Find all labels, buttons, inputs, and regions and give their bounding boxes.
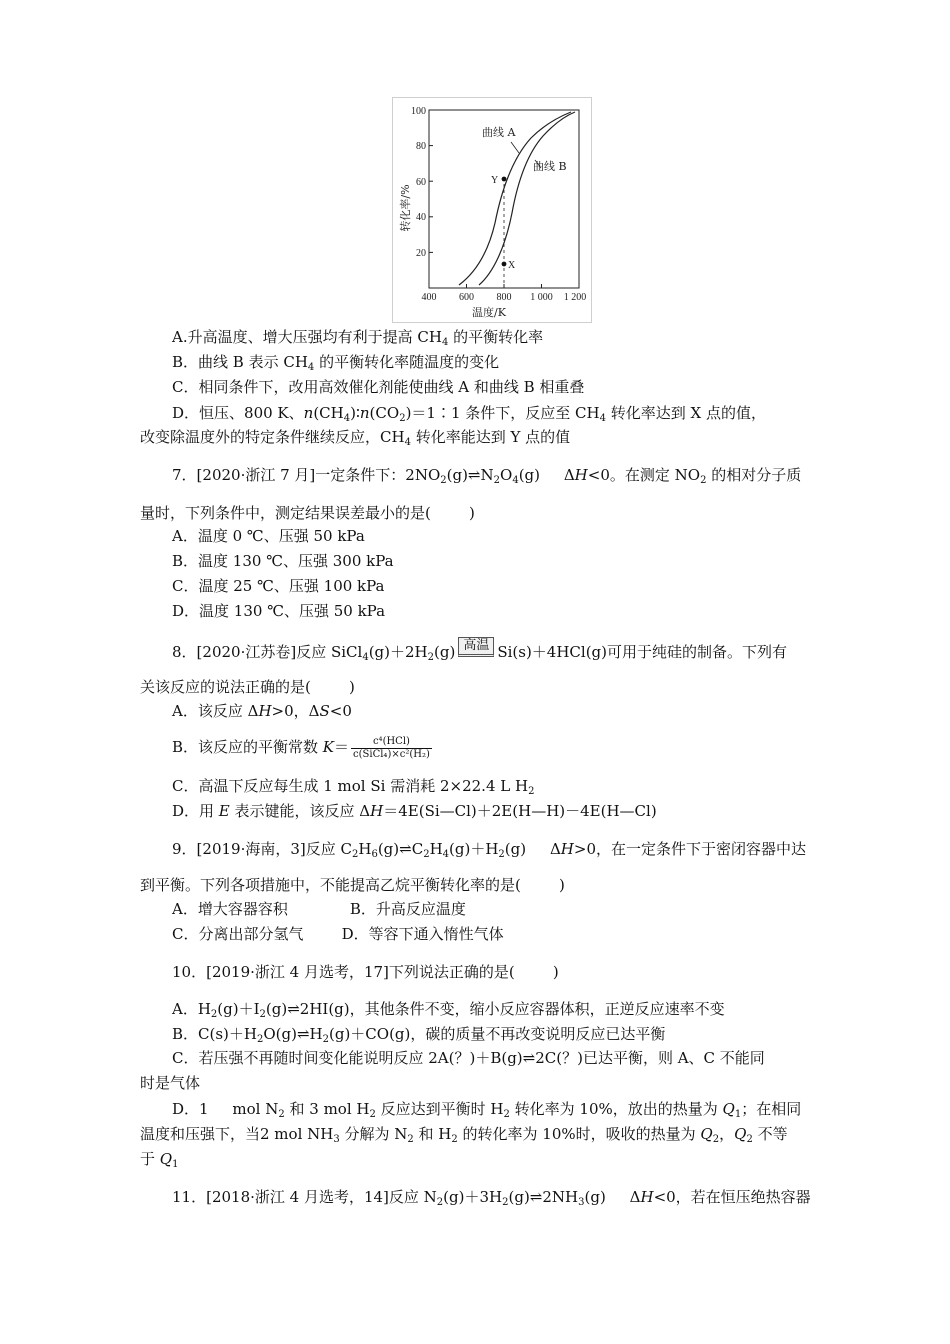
y-tick-100: 100 bbox=[411, 106, 426, 117]
q6-c-text: C．相同条件下，改用高效催化剂能使曲线 A 和曲线 B 相重叠 bbox=[172, 378, 585, 396]
q10-d2-s4: 2 bbox=[712, 1134, 720, 1145]
curve-a-label: 曲线 A bbox=[482, 126, 516, 139]
curve-b-label: 曲线 B bbox=[533, 160, 567, 173]
x-axis-label: 温度/K bbox=[472, 306, 506, 319]
q9-s4: 4 bbox=[442, 849, 450, 860]
q8-a-s: S bbox=[319, 702, 330, 720]
q10-option-c-line1: C．若压强不再随时间变化能说明反应 2A(？)＋B(g)⇌2C(？)已达平衡，则 A、C 不能同 bbox=[172, 1049, 765, 1067]
q6-option-b bbox=[172, 352, 499, 372]
q11-l1d: (g) Δ bbox=[584, 1188, 641, 1206]
q8-l1b: (g)＋2H bbox=[368, 643, 428, 661]
q10-d2-q1: Q bbox=[700, 1125, 713, 1143]
q8-b-eq: ＝ bbox=[334, 738, 350, 756]
q6-d2-text: 改变除温度外的特定条件继续反应，CH bbox=[140, 428, 405, 446]
conversion-temperature-figure bbox=[392, 97, 592, 323]
y-axis-label: 转化率/% bbox=[399, 184, 412, 232]
point-y-label: Y bbox=[491, 175, 499, 186]
q10-d2-q2: Q bbox=[734, 1125, 747, 1143]
q7-l1a: 7．[2020·浙江 7 月]一定条件下：2NO bbox=[172, 466, 441, 484]
y-tick-20: 20 bbox=[416, 248, 426, 259]
point-x-label: X bbox=[508, 260, 516, 271]
q11-l1c: (g)⇌2NH bbox=[508, 1188, 579, 1206]
q9-stem-line2: 到平衡。下列各项措施中，不能提高乙烷平衡转化率的是( ) bbox=[140, 876, 565, 894]
conversion-chart bbox=[393, 98, 591, 322]
q9-options-cd: C．分离出部分氢气 D．等容下通入惰性气体 bbox=[172, 925, 504, 943]
q8-stem-line1 bbox=[172, 638, 788, 665]
point-x bbox=[502, 262, 507, 267]
q6-b-sub: 4 bbox=[307, 362, 315, 373]
q10-d-s2: 2 bbox=[369, 1109, 376, 1120]
q6-d2-text2: 转化率能达到 Y 点的值 bbox=[410, 428, 571, 446]
q8-s2: 2 bbox=[427, 652, 434, 663]
y-tick-80: 80 bbox=[416, 141, 426, 152]
q8-d-e: E bbox=[218, 802, 230, 820]
q8-stem-line2: 关该反应的说法正确的是( ) bbox=[140, 678, 355, 696]
q10-d-3: 反应达到平衡时 H bbox=[375, 1100, 504, 1118]
q7-l1c: O bbox=[500, 466, 513, 484]
y-tick-40: 40 bbox=[416, 212, 426, 223]
q10-a-s1: 2 bbox=[210, 1009, 218, 1020]
q6-d-sub1: 4 bbox=[343, 413, 351, 424]
q10-d3-q: Q bbox=[159, 1150, 173, 1168]
q10-d2-5: ， bbox=[719, 1125, 735, 1143]
high-temperature-badge: 高温 bbox=[458, 637, 494, 657]
q7-l1f: 的相对分子质 bbox=[706, 466, 802, 484]
q7-s3: 4 bbox=[512, 475, 519, 486]
q8-option-c bbox=[172, 776, 534, 796]
q6-d2-sub: 4 bbox=[404, 437, 411, 448]
q11-s2: 2 bbox=[502, 1197, 509, 1208]
y-ticks bbox=[411, 106, 433, 259]
q6-option-c bbox=[172, 377, 584, 397]
q10-d-s1: 2 bbox=[278, 1109, 285, 1120]
q10-d2-6: 不等 bbox=[752, 1125, 788, 1143]
q7-h: H bbox=[574, 466, 588, 484]
q10-a-2: (g)＋I bbox=[217, 1000, 260, 1018]
q8-b-k: K bbox=[322, 738, 335, 756]
q8-l1a: 8．[2020·江苏卷]反应 SiCl bbox=[172, 643, 363, 661]
q6-d-ch: (CH bbox=[313, 404, 344, 422]
q10-d2-s5: 2 bbox=[746, 1134, 753, 1145]
q9-l1e: (g)＋H bbox=[449, 840, 499, 858]
q10-d-q: Q bbox=[722, 1100, 735, 1118]
q9-s2: 6 bbox=[371, 849, 378, 860]
q7-stem-line2: 量时，下列条件中，测定结果误差最小的是( ) bbox=[140, 504, 475, 522]
q10-d-4: 转化率为 10%，放出的热量为 bbox=[509, 1100, 723, 1118]
q6-a-text: A.升高温度、增大压强均有利于提高 CH bbox=[172, 328, 442, 346]
q10-d2-s1: 3 bbox=[333, 1134, 340, 1145]
q10-d-2: 和 3 mol H bbox=[284, 1100, 370, 1118]
q8-option-a bbox=[172, 701, 352, 721]
q8-a-post: <0 bbox=[329, 702, 352, 720]
x-tick-1200: 1 200 bbox=[563, 292, 587, 303]
q7-option-d: D．温度 130 ℃、压强 50 kPa bbox=[172, 602, 386, 620]
q6-a-sub: 4 bbox=[441, 337, 449, 348]
q11-s3: 3 bbox=[578, 1197, 585, 1208]
q9-l1f: (g) Δ bbox=[504, 840, 561, 858]
q10-d2-s2: 2 bbox=[407, 1134, 414, 1145]
q7-option-c: C．温度 25 ℃、压强 100 kPa bbox=[172, 577, 385, 595]
equilibrium-constant-fraction bbox=[351, 736, 432, 761]
q10-d-1: D．1 mol N bbox=[172, 1100, 279, 1118]
q9-options-ab: A．增大容器容积 B．升高反应温度 bbox=[172, 900, 466, 918]
q11-l1b: (g)＋3H bbox=[443, 1188, 503, 1206]
q10-option-d-line3 bbox=[140, 1149, 178, 1169]
q7-l1d: (g) Δ bbox=[518, 466, 575, 484]
q6-option-d-line1 bbox=[172, 403, 766, 423]
q8-l1d: Si(s)＋4HCl(g)可用于纯硅的制备。下列有 bbox=[497, 643, 788, 661]
q10-a-1: A．H bbox=[172, 1000, 211, 1018]
q7-option-b: B．温度 130 ℃、压强 300 kPa bbox=[172, 552, 394, 570]
x-tick-600: 600 bbox=[459, 292, 474, 303]
q10-b-3: (g)＋CO(g)，碳的质量不再改变说明反应已达平衡 bbox=[329, 1025, 666, 1043]
q9-s3: 2 bbox=[423, 849, 430, 860]
q6-d-co: (CO bbox=[369, 404, 400, 422]
q10-d-s4: 1 bbox=[734, 1109, 742, 1120]
q7-l1b: (g)⇌N bbox=[446, 466, 494, 484]
q6-option-a bbox=[172, 327, 543, 347]
q9-stem-line1 bbox=[172, 839, 806, 859]
q10-d3-s: 1 bbox=[172, 1159, 179, 1170]
x-tick-800: 800 bbox=[496, 292, 512, 303]
q11-stem-line1 bbox=[172, 1187, 811, 1207]
q8-d-mid: 表示键能，该反应 Δ bbox=[229, 802, 371, 820]
q6-d-mid: )＝1∶1 条件下，反应至 CH bbox=[405, 404, 600, 422]
x-tick-1000: 1 000 bbox=[530, 292, 553, 303]
q8-d-rest: ＝4E(Si—Cl)＋2E(H—H)－4E(H—Cl) bbox=[383, 802, 657, 820]
q6-option-d-line2 bbox=[140, 427, 570, 447]
q8-a-h: H bbox=[258, 702, 272, 720]
q10-d2-s3: 2 bbox=[451, 1134, 458, 1145]
q6-d-text: D．恒压、800 K、 bbox=[172, 404, 304, 422]
q7-l1e: <0。在测定 NO bbox=[587, 466, 701, 484]
q10-b-1: B．C(s)＋H bbox=[172, 1025, 257, 1043]
q10-stem: 10．[2019·浙江 4 月选考，17]下列说法正确的是( ) bbox=[172, 963, 559, 981]
q10-d2-2: 分解为 N bbox=[339, 1125, 408, 1143]
q10-option-b bbox=[172, 1024, 665, 1044]
q6-a-text2: 的平衡转化率 bbox=[448, 328, 544, 346]
q9-s5: 2 bbox=[498, 849, 505, 860]
q7-s1: 2 bbox=[440, 475, 447, 486]
q6-d-sub2: 2 bbox=[399, 413, 406, 424]
q9-l1g: >0，在一定条件下于密闭容器中达 bbox=[573, 840, 806, 858]
q11-l1a: 11．[2018·浙江 4 月选考，14]反应 N bbox=[172, 1188, 437, 1206]
q6-d-colon: )∶ bbox=[350, 404, 360, 422]
q6-b-text2: 的平衡转化率随温度的变化 bbox=[314, 353, 500, 371]
q8-a-mid: >0，Δ bbox=[271, 702, 320, 720]
q10-b-2: O(g)⇌H bbox=[263, 1025, 323, 1043]
q10-option-a bbox=[172, 999, 725, 1019]
q8-c-sub: 2 bbox=[528, 786, 535, 797]
q8-b-text: B．该反应的平衡常数 bbox=[172, 738, 323, 756]
q11-l1e: <0，若在恒压绝热容器 bbox=[653, 1188, 811, 1206]
q11-h: H bbox=[640, 1188, 654, 1206]
q8-c-text: C．高温下反应每生成 1 mol Si 需消耗 2×22.4 L H bbox=[172, 777, 529, 795]
y-tick-60: 60 bbox=[416, 177, 426, 188]
q7-s4: 2 bbox=[700, 475, 707, 486]
q6-d-sub3: 4 bbox=[599, 413, 606, 424]
q10-d2-1: 温度和压强下，当2 mol NH bbox=[140, 1125, 334, 1143]
q10-b-s1: 2 bbox=[256, 1034, 264, 1045]
q7-s2: 2 bbox=[493, 475, 500, 486]
fraction-numerator: c⁴(HCl) bbox=[351, 736, 432, 749]
q9-s1: 2 bbox=[351, 849, 359, 860]
q10-d2-3: 和 H bbox=[413, 1125, 452, 1143]
q10-a-s2: 2 bbox=[259, 1009, 266, 1020]
q6-b-text: B．曲线 B 表示 CH bbox=[172, 353, 308, 371]
q10-d3-1: 于 bbox=[140, 1150, 160, 1168]
q8-option-d bbox=[172, 801, 657, 821]
q8-a-text: A．该反应 Δ bbox=[172, 702, 259, 720]
q11-s1: 2 bbox=[436, 1197, 444, 1208]
q10-d-5: ；在相同 bbox=[741, 1100, 802, 1118]
x-tick-400: 400 bbox=[421, 292, 437, 303]
q8-option-b bbox=[172, 734, 432, 761]
q9-h: H bbox=[560, 840, 574, 858]
q6-d-n2: n bbox=[359, 404, 370, 422]
q10-option-d-line2 bbox=[140, 1124, 788, 1144]
q8-d-h: H bbox=[370, 802, 384, 820]
q10-option-d-line1 bbox=[172, 1099, 801, 1119]
fraction-denominator: c(SiCl₄)×c²(H₂) bbox=[353, 748, 430, 760]
q9-l1a: 9．[2019·海南，3]反应 C bbox=[172, 840, 352, 858]
q7-stem-line1 bbox=[172, 465, 801, 485]
q9-l1b: H bbox=[358, 840, 372, 858]
q10-d-s3: 2 bbox=[503, 1109, 510, 1120]
point-y bbox=[502, 177, 507, 182]
q6-d-post: 转化率达到 X 点的值， bbox=[605, 404, 766, 422]
q8-d-text: D．用 bbox=[172, 802, 219, 820]
q10-d2-4: 的转化率为 10%时，吸收的热量为 bbox=[457, 1125, 701, 1143]
curve-a-leader bbox=[511, 142, 519, 153]
q8-s1: 4 bbox=[362, 652, 369, 663]
q7-option-a: A．温度 0 ℃、压强 50 kPa bbox=[172, 527, 365, 545]
q10-option-c-line2: 时是气体 bbox=[140, 1074, 201, 1092]
q10-b-s2: 2 bbox=[322, 1034, 329, 1045]
q6-d-n1: n bbox=[303, 404, 314, 422]
q9-l1d: H bbox=[429, 840, 443, 858]
q8-l1c: (g) bbox=[434, 643, 456, 661]
q9-l1c: (g)⇌C bbox=[377, 840, 424, 858]
q10-a-3: (g)⇌2HI(g)，其他条件不变，缩小反应容器体积，正逆反应速率不变 bbox=[265, 1000, 725, 1018]
